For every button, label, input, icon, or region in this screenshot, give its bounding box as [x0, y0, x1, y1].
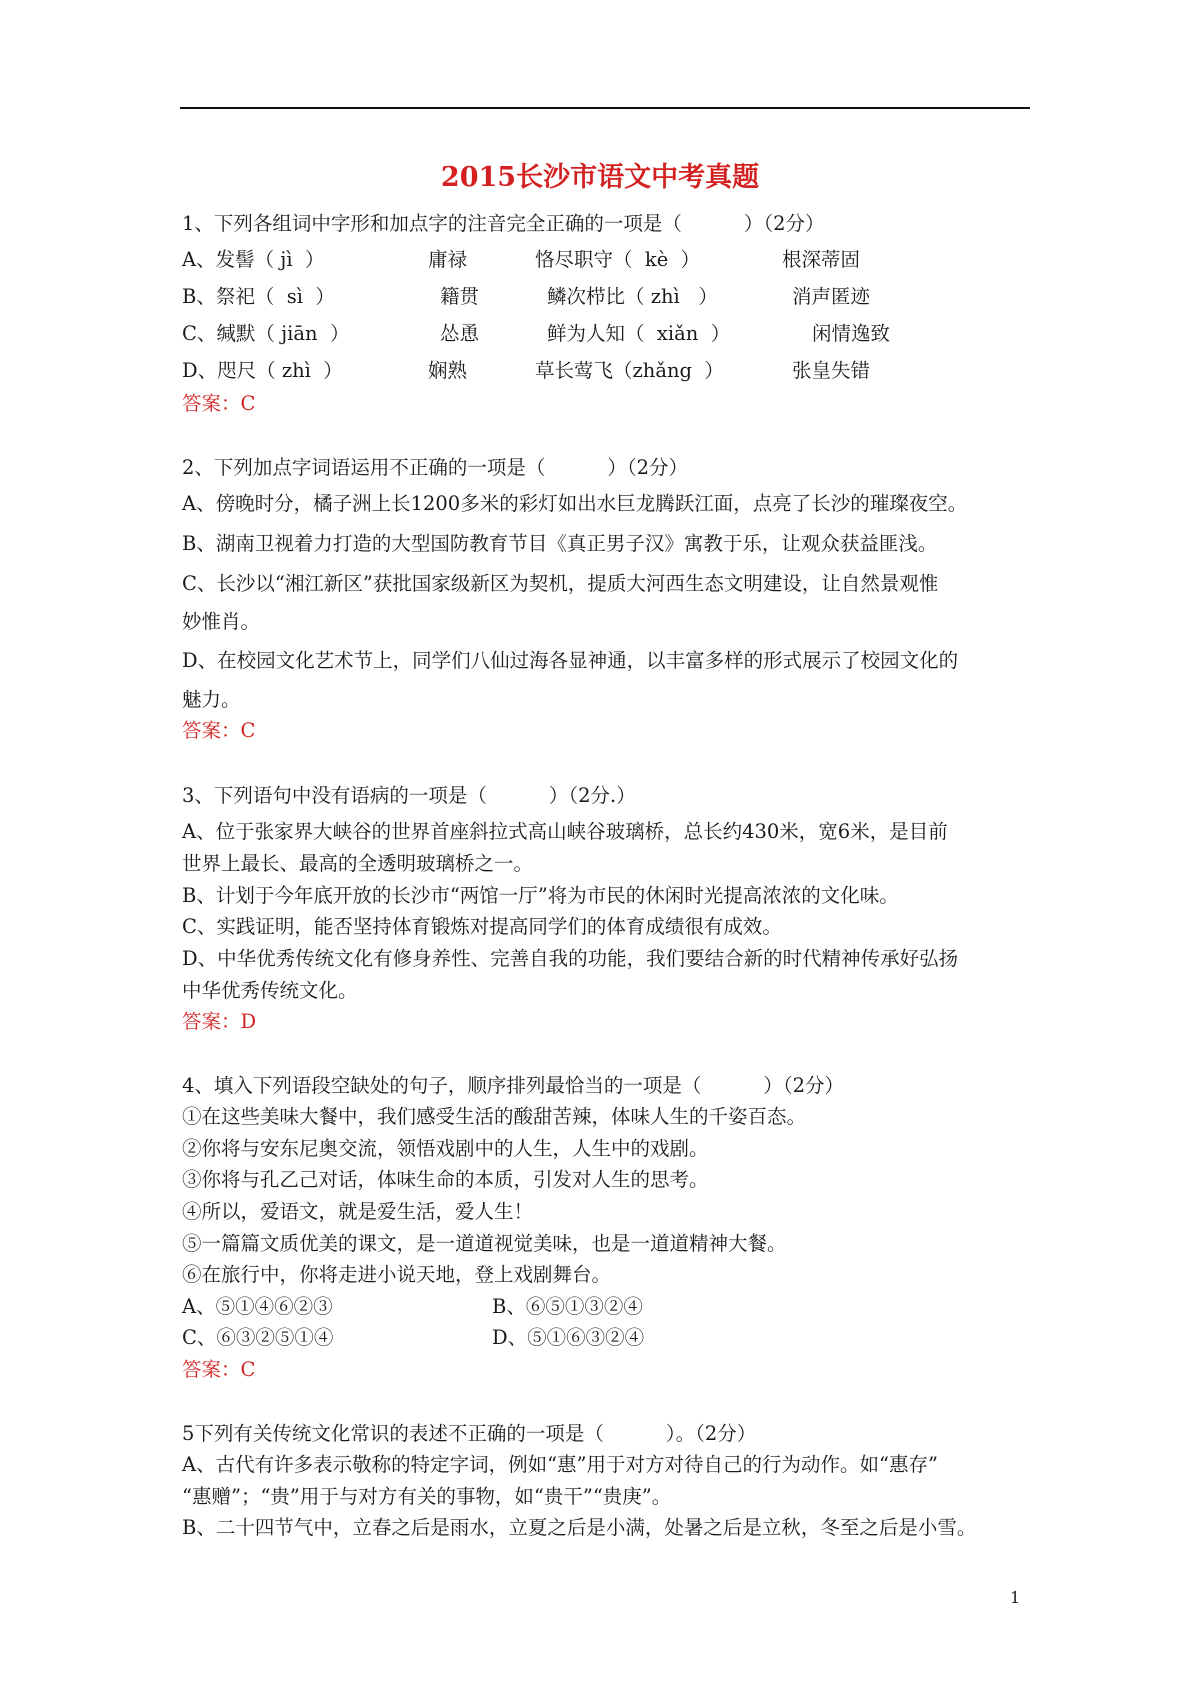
q3-line-3: B、计划于今年底开放的长沙市“两馆一厅”将为市民的休闲时光提高浓浓的文化味。	[182, 884, 899, 907]
q1-d-c4: 张皇失错	[792, 359, 871, 382]
q4-line-6: ⑥在旅行中，你将走进小说天地，登上戏剧舞台。	[182, 1263, 612, 1286]
q1-stem: 1、下列各组词中字形和加点字的注音完全正确的一项是（ ）（2分）	[182, 212, 825, 235]
q4-option-d: D、⑤①⑥③②④	[492, 1326, 645, 1349]
q1-b-c1: B、祭祀（ sì ）	[182, 285, 335, 308]
q3-line-4: C、实践证明，能否坚持体育锻炼对提高同学们的体育成绩很有成效。	[182, 915, 782, 938]
q1-d-c2: 娴熟	[428, 359, 468, 382]
q2-answer: 答案：C	[182, 719, 256, 742]
q2-stem: 2、下列加点字词语运用不正确的一项是（ ）（2分）	[182, 456, 689, 479]
q2-line-5: D、在校园文化艺术节上，同学们八仙过海各显神通，以丰富多样的形式展示了校园文化的	[182, 649, 959, 672]
q4-answer: 答案：C	[182, 1358, 256, 1381]
q1-answer: 答案：C	[182, 392, 256, 415]
page-number: 1	[1010, 1588, 1021, 1607]
q1-b-c2: 籍贯	[440, 285, 480, 308]
q3-line-5: D、中华优秀传统文化有修身养性、完善自我的功能，我们要结合新的时代精神传承好弘扬	[182, 947, 959, 970]
q3-line-2: 世界上最长、最高的全透明玻璃桥之一。	[182, 852, 534, 875]
q5-line-3: B、二十四节气中，立春之后是雨水，立夏之后是小满，处暑之后是立秋，冬至之后是小雪。	[182, 1516, 977, 1539]
header-rule	[180, 107, 1030, 109]
q4-option-a: A、⑤①④⑥②③	[182, 1295, 333, 1318]
q1-a-c2: 庸禄	[428, 248, 468, 271]
q3-line-6: 中华优秀传统文化。	[182, 979, 358, 1002]
q2-line-3: C、长沙以“湘江新区”获批国家级新区为契机，提质大河西生态文明建设，让自然景观惟	[182, 572, 939, 595]
q2-line-2: B、湖南卫视着力打造的大型国防教育节目《真正男子汉》寓教于乐，让观众获益匪浅。	[182, 532, 938, 555]
q1-b-c3: 鳞次栉比（ zhì ）	[547, 285, 718, 308]
q1-c-c1: C、缄默（ jiān ）	[182, 322, 350, 345]
q5-line-2: “惠赠”；“贵”用于与对方有关的事物，如“贵干”“贵庚”。	[182, 1485, 672, 1508]
q4-line-2: ②你将与安东尼奥交流，领悟戏剧中的人生，人生中的戏剧。	[182, 1137, 709, 1160]
page-title: 2015长沙市语文中考真题	[440, 162, 760, 193]
q4-option-c: C、⑥③②⑤①④	[182, 1326, 334, 1349]
q1-c-c3: 鲜为人知（ xiǎn ）	[547, 322, 731, 345]
q1-c-c2: 怂恿	[440, 322, 480, 345]
q4-option-b: B、⑥⑤①③②④	[492, 1295, 643, 1318]
q1-d-c1: D、咫尺（ zhì ）	[182, 359, 343, 382]
q4-line-3: ③你将与孔乙己对话，体味生命的本质，引发对人生的思考。	[182, 1168, 709, 1191]
q1-a-c4: 根深蒂固	[782, 248, 861, 271]
q4-stem: 4、填入下列语段空缺处的句子，顺序排列最恰当的一项是（ ）（2分）	[182, 1074, 845, 1097]
q1-a-c1: A、发髻（ jì ）	[182, 248, 325, 271]
q4-line-4: ④所以，爱语文，就是爱生活，爱人生！	[182, 1200, 534, 1223]
q1-d-c3: 草长莺飞（zhǎng ）	[535, 359, 724, 382]
q1-b-c4: 消声匿迹	[792, 285, 871, 308]
q4-line-5: ⑤一篇篇文质优美的课文，是一道道视觉美味，也是一道道精神大餐。	[182, 1232, 787, 1255]
q1-c-c4: 闲情逸致	[812, 322, 891, 345]
q2-line-1: A、傍晚时分，橘子洲上长1200多米的彩灯如出水巨龙腾跃江面，点亮了长沙的璀璨夜空。	[182, 492, 968, 515]
q3-line-1: A、位于张家界大峡谷的世界首座斜拉式高山峡谷玻璃桥，总长约430米，宽6米，是目前	[182, 820, 948, 843]
q3-answer: 答案：D	[182, 1010, 257, 1033]
q2-line-4: 妙惟肖。	[182, 610, 261, 633]
q2-line-6: 魅力。	[182, 688, 241, 711]
q3-stem: 3、下列语句中没有语病的一项是（ ）（2分.）	[182, 784, 636, 807]
q5-line-1: A、古代有许多表示敬称的特定字词，例如“惠”用于对方对待自己的行为动作。如“惠存”	[182, 1453, 938, 1476]
q1-a-c3: 恪尽职守（ kè ）	[535, 248, 701, 271]
q4-line-1: ①在这些美味大餐中，我们感受生活的酸甜苦辣，体味人生的千姿百态。	[182, 1105, 807, 1128]
q5-stem: 5下列有关传统文化常识的表述不正确的一项是（ ）。（2分）	[182, 1422, 757, 1445]
